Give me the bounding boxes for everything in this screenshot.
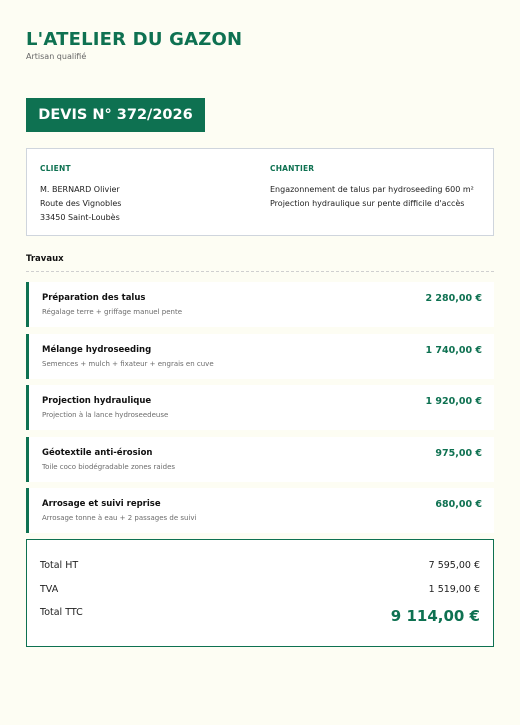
client-line: 33450 Saint-Loubès	[40, 213, 120, 222]
work-item-title: Arrosage et suivi reprise	[42, 499, 161, 509]
work-item	[26, 334, 494, 379]
work-item-amount: 680,00 €	[435, 499, 482, 510]
client-label: CLIENT	[40, 164, 71, 173]
work-item-title: Géotextile anti-érosion	[42, 447, 153, 458]
quote-title-banner: DEVIS N° 372/2026	[26, 98, 205, 132]
site-label: CHANTIER	[270, 164, 315, 173]
work-item-description: Projection à la lance hydroseedeuse	[42, 411, 169, 419]
work-item	[26, 488, 494, 533]
site-line: Engazonnement de talus par hydroseeding 600 m²	[270, 185, 474, 194]
work-item-title: Préparation des talus	[42, 293, 146, 303]
work-item-description: Régalage terre + griffage manuel pente	[42, 308, 182, 316]
info-box	[26, 148, 494, 236]
work-item-description: Arrosage tonne à eau + 2 passages de suivi	[42, 514, 197, 522]
total-ttc-value: 9 114,00 €	[390, 607, 480, 625]
total-ht-label: Total HT	[40, 560, 79, 571]
works-section-title: Travaux	[26, 254, 64, 264]
client-column	[40, 164, 121, 225]
work-item-description: Toile coco biodégradable zones raides	[42, 462, 176, 471]
work-items-list	[26, 282, 494, 540]
client-line: M. BERNARD Olivier	[40, 185, 120, 194]
client-line: Route des Vignobles	[40, 199, 122, 208]
site-line: Projection hydraulique sur pente difficile d'accès	[270, 199, 465, 208]
work-item	[26, 282, 494, 327]
work-item	[26, 437, 494, 482]
company-tagline: Artisan qualifié	[26, 52, 87, 61]
site-column	[270, 164, 474, 211]
work-item-description: Semences + mulch + fixateur + engrais en cuve	[42, 359, 214, 368]
total-ht-value: 7 595,00 €	[428, 560, 480, 571]
total-ttc-label: Total TTC	[40, 607, 83, 618]
work-item-title: Mélange hydroseeding	[42, 344, 152, 355]
work-item-amount: 1 740,00 €	[425, 344, 482, 356]
company-name: L'ATELIER DU GAZON	[26, 29, 243, 50]
totals-box	[26, 539, 494, 647]
work-item	[26, 385, 494, 430]
work-item-amount: 975,00 €	[435, 447, 482, 459]
section-divider	[26, 271, 494, 272]
work-item-title: Projection hydraulique	[42, 396, 152, 406]
work-item-amount: 1 920,00 €	[425, 396, 482, 407]
tva-label: TVA	[40, 584, 59, 595]
work-item-amount: 2 280,00 €	[425, 293, 482, 304]
tva-value: 1 519,00 €	[428, 584, 480, 595]
